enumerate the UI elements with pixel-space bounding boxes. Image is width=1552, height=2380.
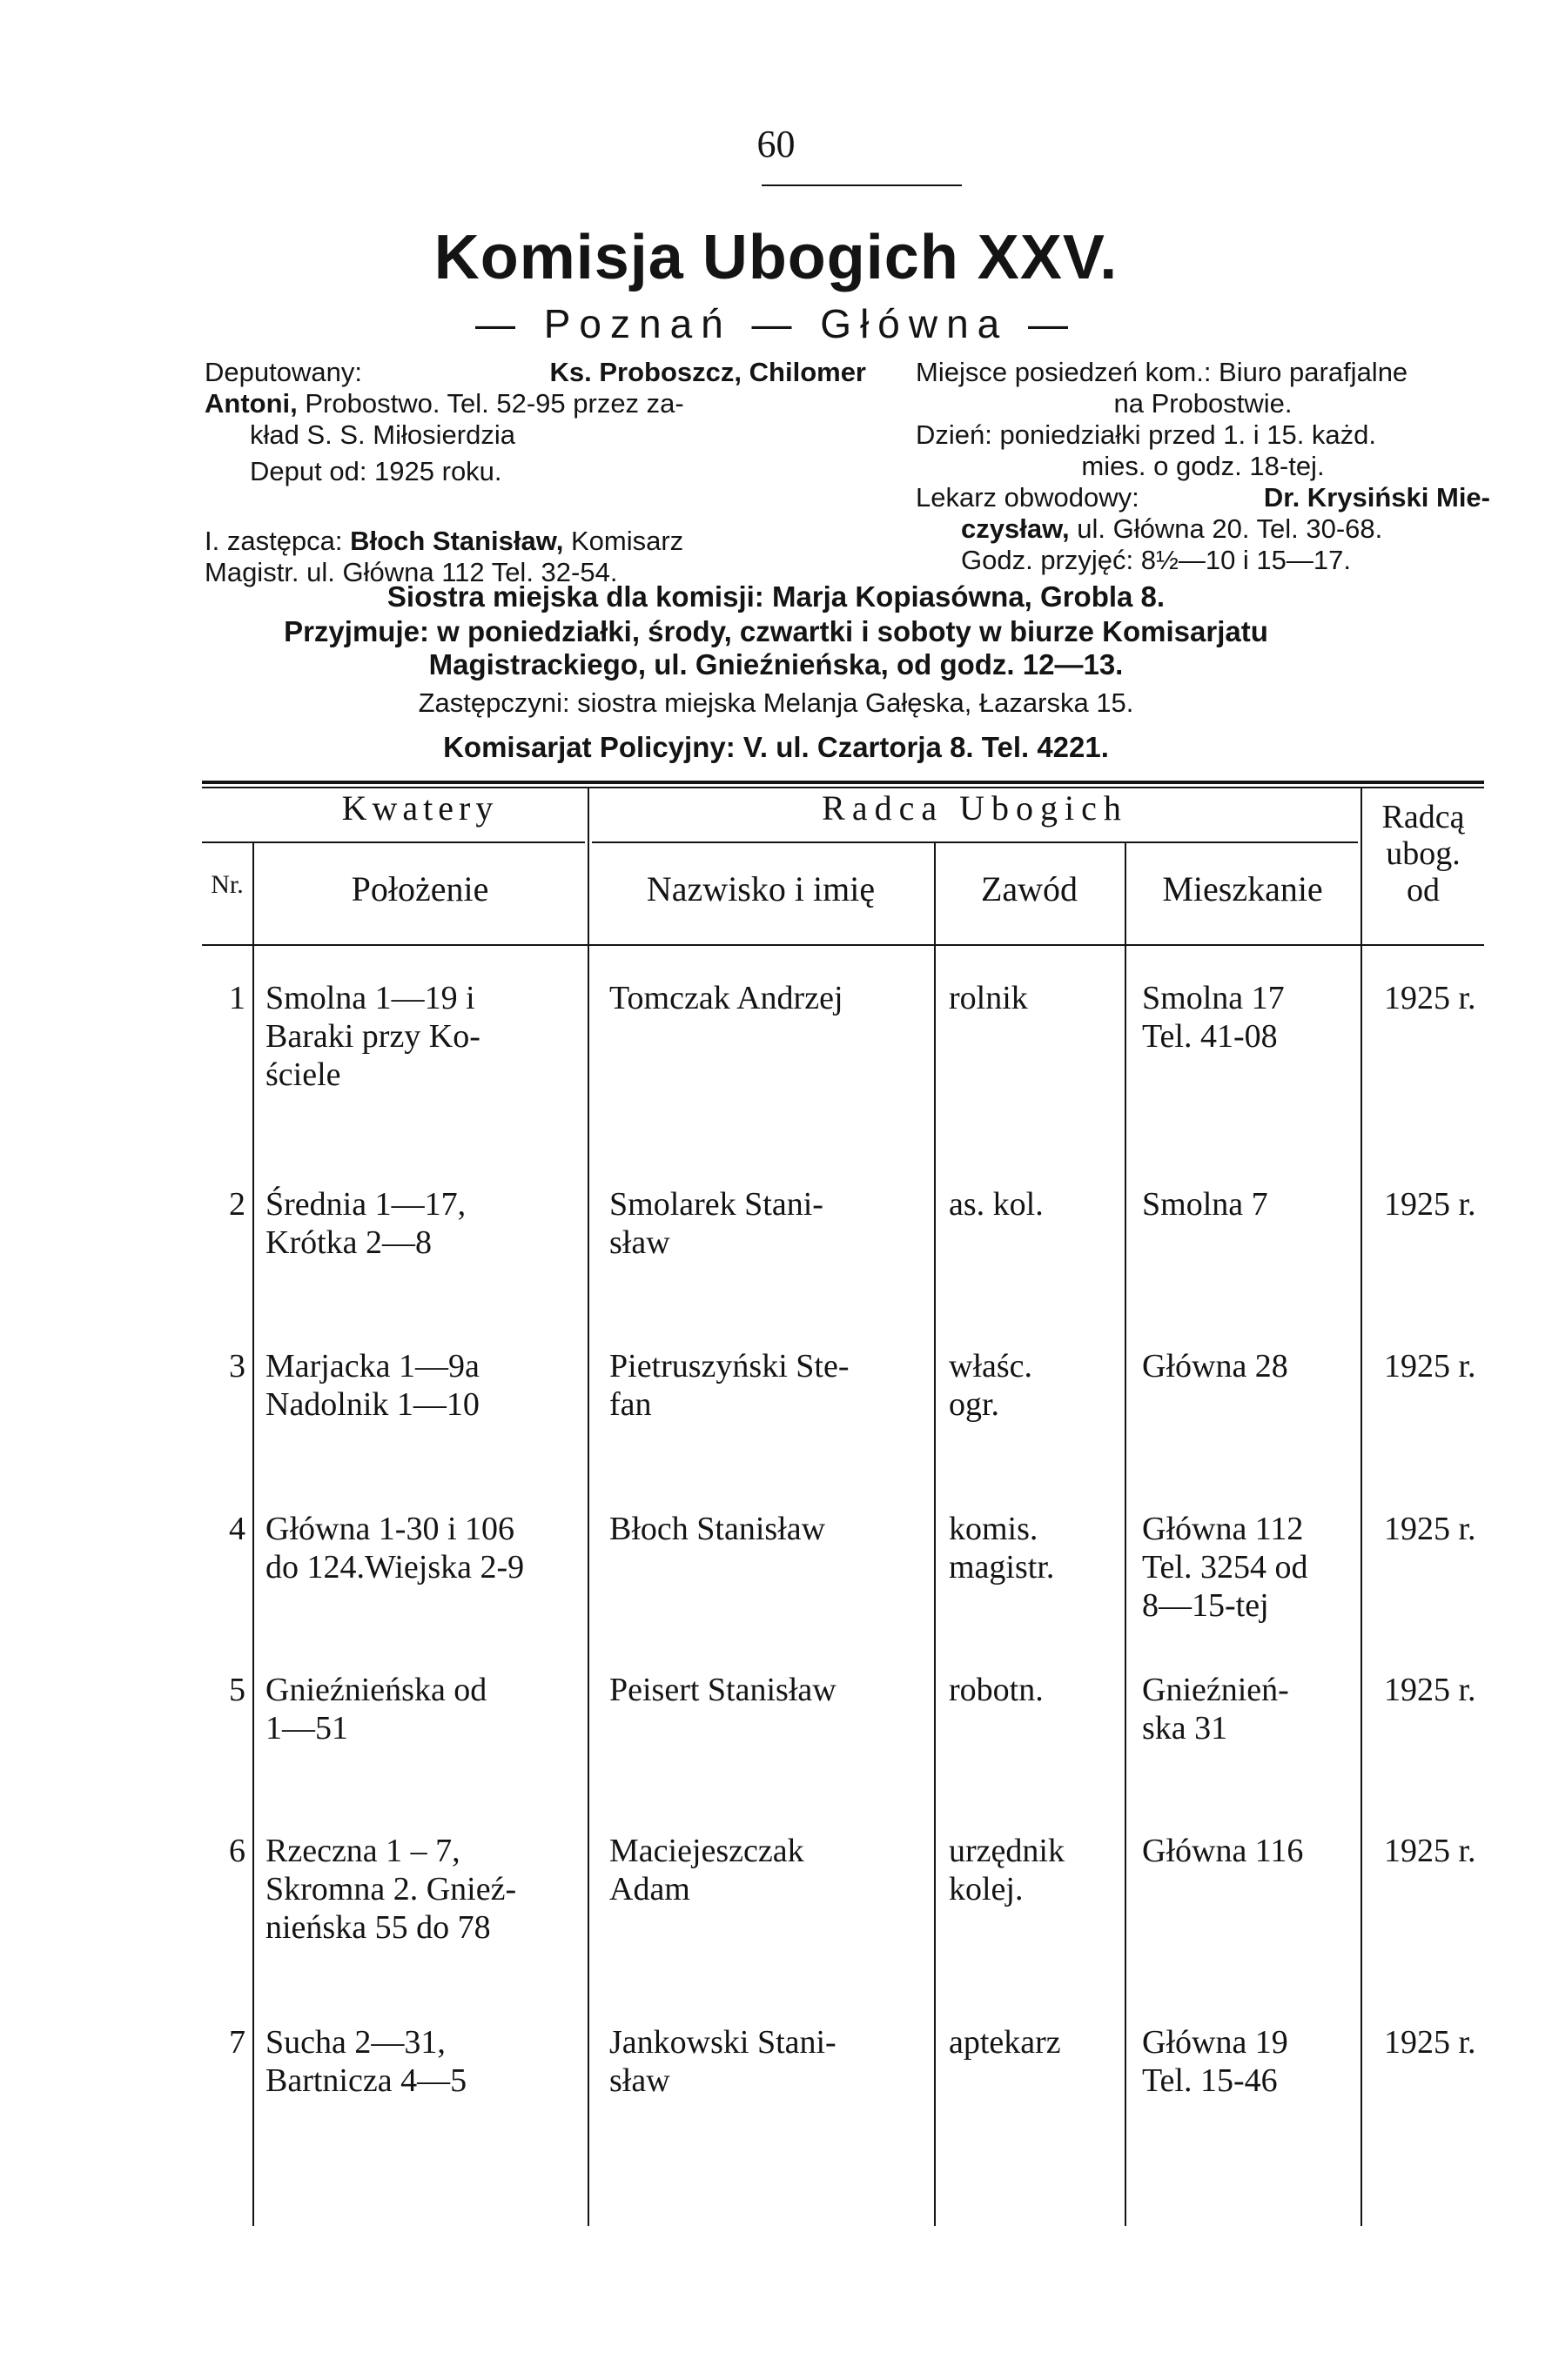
- radca-since-cell: 1925 r.: [1384, 1348, 1476, 1384]
- nazwisko-cell: fan: [609, 1386, 652, 1423]
- radca-rule: [592, 841, 1358, 843]
- polozenie-cell: Główna 1-30 i 106: [265, 1511, 515, 1547]
- zastepca-name: Błoch Stanisław,: [350, 526, 564, 556]
- lekarz-name2: czysław,: [961, 513, 1070, 544]
- miejsce-line: Miejsce posiedzeń kom.: Biuro parafjalne: [916, 357, 1408, 387]
- deputowany-line: [205, 357, 866, 388]
- mieszkanie-cell: Główna 116: [1142, 1833, 1304, 1869]
- polozenie-cell: 1—51: [265, 1710, 348, 1746]
- polozenie-cell: Baraki przy Ko-: [265, 1018, 480, 1055]
- nazwisko-cell: sław: [609, 1224, 670, 1261]
- polozenie-cell: Krótka 2—8: [265, 1224, 433, 1261]
- deputowany-line2: [205, 388, 866, 419]
- zawod-cell: urzędnik: [949, 1833, 1065, 1869]
- zastepca-rest: Komisarz: [570, 526, 684, 556]
- header-bottom-rule: [202, 944, 1484, 946]
- zawod-cell: magistr.: [949, 1549, 1055, 1586]
- deputowany-line3: kład S. S. Miłosierdzia: [250, 419, 515, 450]
- row-number: 2: [229, 1186, 245, 1223]
- nazwisko-cell: Smolarek Stani-: [609, 1186, 823, 1223]
- lekarz-rest: ul. Główna 20. Tel. 30-68.: [1077, 513, 1383, 544]
- polozenie-cell: Rzeczna 1 – 7,: [265, 1833, 460, 1869]
- dzien-line2: mies. o godz. 18-tej.: [1081, 451, 1325, 481]
- radca-since-cell: 1925 r.: [1384, 1833, 1476, 1869]
- mieszkanie-cell: Smolna 7: [1142, 1186, 1268, 1223]
- mieszkanie-cell: Gnieźnień-: [1142, 1672, 1289, 1708]
- mieszkanie-cell: Główna 112: [1142, 1511, 1304, 1547]
- row-number: 3: [229, 1348, 245, 1384]
- polozenie-cell: nieńska 55 do 78: [265, 1909, 491, 1946]
- siostra-name: Marja Kopiasówna, Grobla 8.: [771, 580, 1166, 613]
- komisarjat-text: V. ul. Czartorja 8. Tel. 4221.: [742, 731, 1109, 763]
- siostra-notice: [0, 580, 1552, 613]
- page-title: Komisja Ubogich XXV.: [433, 223, 1119, 292]
- zawod-cell: ogr.: [949, 1386, 1000, 1423]
- mieszkanie-cell: Tel. 15-46: [1142, 2062, 1278, 2099]
- lekarz-name: Dr. Krysiński Mie-: [1263, 482, 1490, 513]
- radca-since-cell: 1925 r.: [1384, 1186, 1476, 1223]
- header-radca: Radca Ubogich: [822, 788, 1128, 828]
- deputy-info: [205, 357, 866, 588]
- mieszkanie-cell: Smolna 17: [1142, 980, 1285, 1016]
- radca-since-cell: 1925 r.: [1384, 1672, 1476, 1708]
- header-polozenie: Położenie: [351, 869, 489, 908]
- godz-line: Godz. przyjęć: 8½—10 i 15—17.: [961, 545, 1352, 575]
- header-radca-od: [1362, 799, 1484, 908]
- przyjmuje-notice: [0, 615, 1552, 648]
- nazwisko-cell: Błoch Stanisław: [609, 1511, 826, 1547]
- zawod-cell: właśc.: [949, 1348, 1033, 1384]
- polozenie-cell: Bartnicza 4—5: [265, 2062, 467, 2099]
- deput-since: Deput od: 1925 roku.: [250, 456, 502, 486]
- zawod-cell: kolej.: [949, 1871, 1024, 1907]
- row-number: 7: [229, 2024, 245, 2061]
- komisarjat-label: Komisarjat Policyjny:: [443, 731, 736, 763]
- header-mieszkanie: Mieszkanie: [1162, 869, 1323, 908]
- polozenie-cell: Skromna 2. Gnieź-: [265, 1871, 517, 1907]
- polozenie-cell: Średnia 1—17,: [265, 1186, 467, 1223]
- mieszkanie-cell: Tel. 3254 od: [1142, 1549, 1308, 1586]
- nazwisko-cell: sław: [609, 2062, 670, 2099]
- col-sep-mieszkanie: [1361, 787, 1362, 2226]
- polozenie-cell: Sucha 2—31,: [265, 2024, 446, 2061]
- row-number: 1: [229, 980, 245, 1016]
- przyjmuje-label: Przyjmuje:: [284, 615, 429, 647]
- table-top-rule: [202, 781, 1484, 784]
- col-sep-zawod: [1125, 842, 1126, 2226]
- nazwisko-cell: Adam: [609, 1871, 690, 1907]
- meeting-info: [916, 357, 1490, 576]
- lekarz-label: Lekarz obwodowy:: [916, 482, 1139, 513]
- nazwisko-cell: Pietruszyński Ste-: [609, 1348, 850, 1384]
- nazwisko-cell: Maciejeszczak: [609, 1833, 804, 1869]
- deputowany-name2: Antoni,: [205, 388, 298, 419]
- header-radca-od-2: ubog.: [1386, 835, 1461, 872]
- nazwisko-cell: Tomczak Andrzej: [609, 980, 843, 1016]
- siostra-label: Siostra miejska dla komisji:: [386, 580, 764, 613]
- zawod-cell: as. kol.: [949, 1186, 1044, 1223]
- col-sep-polozenie: [588, 787, 589, 2226]
- header-zawod: Zawód: [980, 869, 1078, 908]
- polozenie-cell: Nadolnik 1—10: [265, 1386, 480, 1423]
- row-number: 4: [229, 1511, 245, 1547]
- zawod-cell: robotn.: [949, 1672, 1044, 1708]
- lekarz-line2: [916, 513, 1490, 545]
- zastepca-line2: Magistr. ul. Główna 112 Tel. 32-54.: [205, 557, 618, 587]
- header-kwatery: Kwatery: [341, 788, 499, 828]
- przyjmuje-text: w poniedziałki, środy, czwartki i soboty w biurze Komisarjatu: [437, 615, 1268, 647]
- col-sep-nr: [252, 842, 254, 2226]
- zastepca-line: [205, 526, 866, 557]
- polozenie-cell: do 124.Wiejska 2-9: [265, 1549, 525, 1586]
- deputowany-label: Deputowany:: [205, 357, 362, 387]
- mieszkanie-cell: Tel. 41-08: [1142, 1018, 1278, 1055]
- polozenie-cell: Smolna 1—19 i: [265, 980, 475, 1016]
- zastepczyni-notice: Zastępczyni: siostra miejska Melanja Gałęska, Łazarska 15.: [418, 687, 1134, 718]
- lekarz-line: [916, 482, 1490, 513]
- header-nazwisko: Nazwisko i imię: [646, 869, 876, 908]
- kwatery-rule: [202, 841, 585, 843]
- header-nr: Nr.: [211, 870, 244, 899]
- mieszkanie-cell: Główna 19: [1142, 2024, 1288, 2061]
- zawod-cell: komis.: [949, 1511, 1038, 1547]
- row-number: 5: [229, 1672, 245, 1708]
- polozenie-cell: Gnieźnieńska od: [265, 1672, 487, 1708]
- polozenie-cell: ściele: [265, 1056, 341, 1093]
- mieszkanie-cell: ska 31: [1142, 1710, 1228, 1746]
- col-sep-nazwisko: [934, 842, 936, 2226]
- polozenie-cell: Marjacka 1—9a: [265, 1348, 480, 1384]
- przyjmuje-text2: Magistrackiego, ul. Gnieźnieńska, od godz. 12—13.: [428, 648, 1124, 680]
- mieszkanie-cell: Główna 28: [1142, 1348, 1288, 1384]
- zawod-cell: aptekarz: [949, 2024, 1061, 2061]
- radca-since-cell: 1925 r.: [1384, 2024, 1476, 2061]
- header-radca-od-1: Radcą: [1381, 799, 1465, 835]
- page-number-rule: [762, 184, 962, 186]
- miejsce-line2: na Probostwie.: [1113, 388, 1293, 419]
- mieszkanie-cell: 8—15-tej: [1142, 1587, 1269, 1624]
- page-subtitle: — Poznań — Główna —: [474, 301, 1078, 346]
- row-number: 6: [229, 1833, 245, 1869]
- deputowany-rest: Probostwo. Tel. 52-95 przez za-: [305, 388, 684, 419]
- zastepca-label: I. zastępca:: [205, 526, 343, 556]
- radca-since-cell: 1925 r.: [1384, 1511, 1476, 1547]
- komisarjat-notice: [0, 731, 1552, 764]
- header-radca-od-3: od: [1407, 872, 1440, 908]
- dzien-line: Dzień: poniedziałki przed 1. i 15. każd.: [916, 419, 1377, 450]
- nazwisko-cell: Peisert Stanisław: [609, 1672, 836, 1708]
- deputowany-name: Ks. Proboszcz, Chilomer: [549, 357, 866, 387]
- nazwisko-cell: Jankowski Stani-: [609, 2024, 836, 2061]
- page-number: 60: [756, 123, 796, 165]
- zawod-cell: rolnik: [949, 980, 1028, 1016]
- radca-since-cell: 1925 r.: [1384, 980, 1476, 1016]
